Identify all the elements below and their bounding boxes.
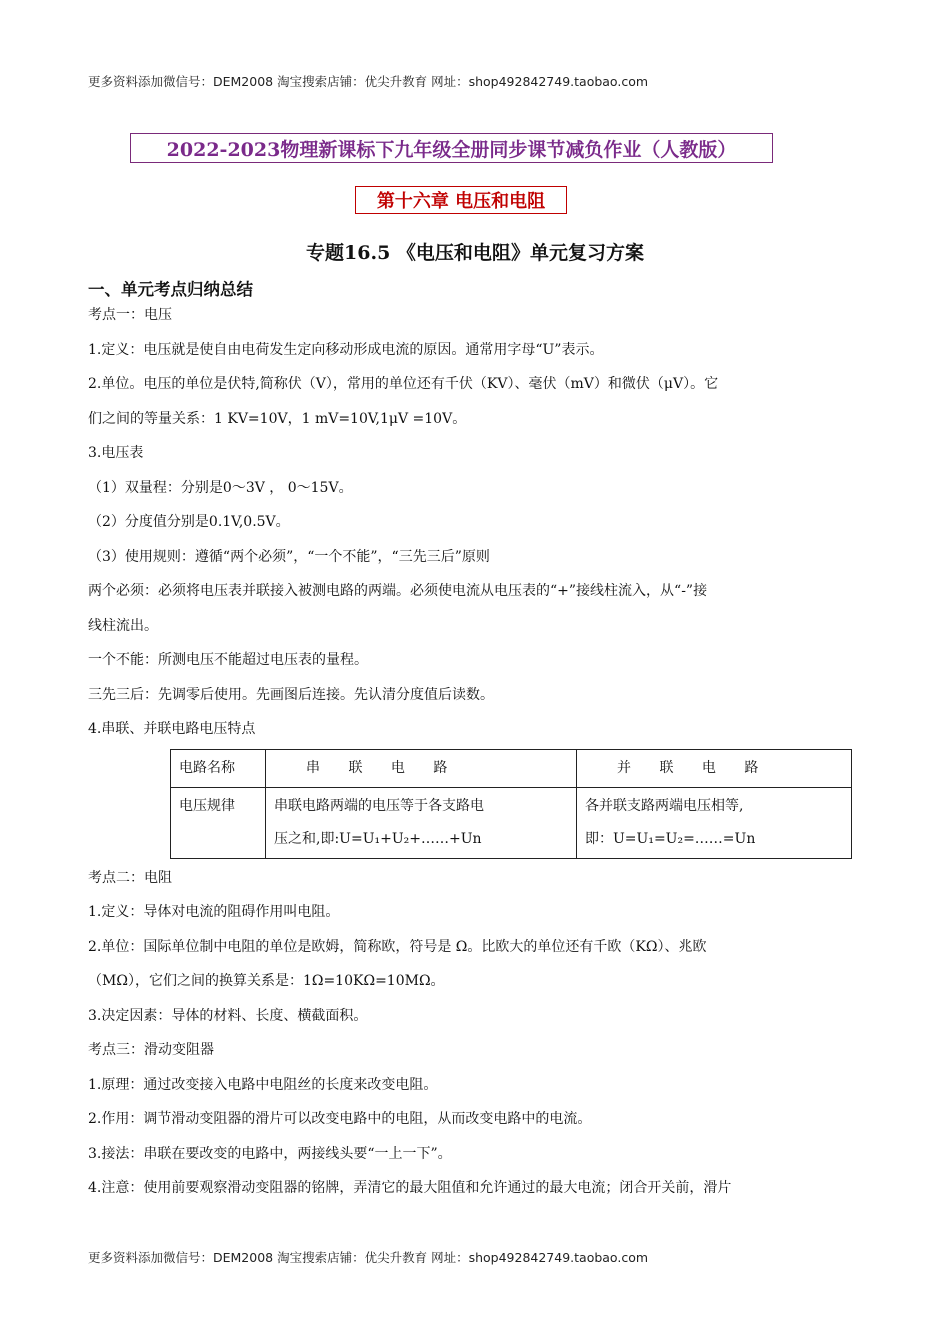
cell-line: 压之和,即:U=U₁+U₂+……+Un <box>274 830 482 847</box>
paragraph-line: 三先三后：先调零后使用。先画图后连接。先认清分度值后读数。 <box>88 686 494 703</box>
kaodian-1-heading: 考点一：电压 <box>88 307 172 323</box>
page-footer: 更多资料添加微信号：DEM2008 淘宝搜索店铺：优尖升教育 网址：shop492842749.taobao.com <box>88 1250 649 1265</box>
kaodian-3-heading: 考点三：滑动变阻器 <box>88 1042 214 1058</box>
paragraph-line: （3）使用规则：遵循“两个必须”，“一个不能”，“三先三后”原则 <box>88 548 490 565</box>
chapter-title: 第十六章 电压和电阻 <box>355 186 567 214</box>
voltage-comparison-table <box>170 749 852 859</box>
table-row <box>171 787 852 858</box>
paragraph-line: 3.决定因素：导体的材料、长度、横截面积。 <box>88 1007 368 1024</box>
paragraph-line: 3.电压表 <box>88 445 144 461</box>
paragraph-line: 两个必须：必须将电压表并联接入被测电路的两端。必须使电流从电压表的“+”接线柱流入，从“-”接 <box>88 583 708 599</box>
paragraph-line: 2.作用：调节滑动变阻器的滑片可以改变电路中的电阻，从而改变电路中的电流。 <box>88 1111 592 1127</box>
cell-line: 串联电路两端的电压等于各支路电 <box>274 797 484 814</box>
table-header-cell: 并 联 电 路 <box>577 749 852 787</box>
table-cell-series <box>266 787 577 858</box>
section-heading: 一、单元考点归纳总结 <box>88 280 253 299</box>
cell-line: 即：U=U₁=U₂=……=Un <box>585 830 756 847</box>
paragraph-line: 线柱流出。 <box>88 617 158 634</box>
page-header: 更多资料添加微信号：DEM2008 淘宝搜索店铺：优尖升教育 网址：shop492842749.taobao.com <box>88 74 649 89</box>
table-header-cell: 串 联 电 路 <box>266 749 577 787</box>
cell-line: 各并联支路两端电压相等, <box>585 797 744 814</box>
table-header-row <box>171 749 852 787</box>
table-row-label: 电压规律 <box>171 787 266 858</box>
paragraph-line: 们之间的等量关系：1 KV=10V，1 mV=10V,1μV =10V。 <box>88 410 467 427</box>
paragraph-line: （MΩ），它们之间的换算关系是：1Ω=10KΩ=10MΩ。 <box>88 973 445 989</box>
paragraph-line: 1.原理：通过改变接入电路中电阻丝的长度来改变电阻。 <box>88 1076 438 1093</box>
paragraph-line: （1）双量程：分别是0～3V ， 0～15V。 <box>88 479 353 496</box>
table-header-cell: 电路名称 <box>171 749 266 787</box>
topic-title: 专题16.5 《电压和电阻》单元复习方案 <box>306 242 644 264</box>
paragraph-line: 一个不能：所测电压不能超过电压表的量程。 <box>88 652 368 668</box>
paragraph-line: 4.注意：使用前要观察滑动变阻器的铭牌，弄清它的最大阻值和允许通过的最大电流；闭合开关前，滑片 <box>88 1180 732 1196</box>
document-title: 2022-2023物理新课标下九年级全册同步课节减负作业（人教版） <box>130 133 773 163</box>
paragraph-line: 2.单位。电压的单位是伏特,简称伏（V），常用的单位还有千伏（KV）、毫伏（mV）和微伏（μV）。它 <box>88 376 719 392</box>
table-cell-parallel <box>577 787 852 858</box>
paragraph-line: 4.串联、并联电路电压特点 <box>88 721 256 737</box>
paragraph-line: 2.单位：国际单位制中电阻的单位是欧姆，简称欧，符号是 Ω。比欧大的单位还有千欧（KΩ）、兆欧 <box>88 938 707 955</box>
paragraph-line: 1.定义：导体对电流的阻碍作用叫电阻。 <box>88 904 340 920</box>
document-body <box>88 298 868 1206</box>
paragraph-line: （2）分度值分别是0.1V,0.5V。 <box>88 514 290 530</box>
paragraph-line: 3.接法：串联在要改变的电路中，两接线头要“一上一下”。 <box>88 1145 452 1162</box>
kaodian-2-heading: 考点二：电阻 <box>88 869 172 886</box>
paragraph-line: 1.定义：电压就是使自由电荷发生定向移动形成电流的原因。通常用字母“U”表示。 <box>88 341 604 358</box>
